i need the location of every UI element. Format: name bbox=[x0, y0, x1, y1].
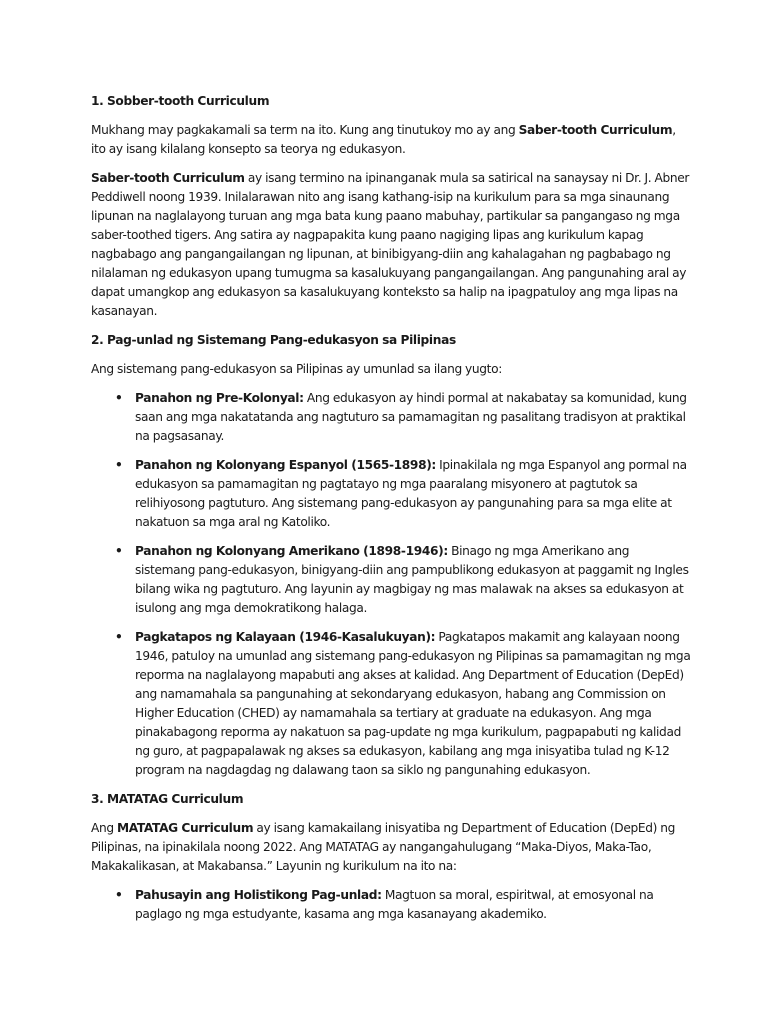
section-1-paragraph-2 bbox=[91, 169, 691, 321]
text-run: ay isang kamakailang inisyatiba ng Department of Education (DepEd) ng Pilipinas, na ipinakilala noong 2022. Ang MATATAG ay nangangahulugang “Maka-Diyos, Maka-Tao, Makakalikasan, at Makabansa.” Layunin ng kurikulum na ito na: bbox=[91, 821, 675, 873]
list-item-title: Panahon ng Pre-Kolonyal: bbox=[135, 391, 304, 405]
bold-term: Saber-tooth Curriculum bbox=[91, 171, 245, 185]
text-run: Ang bbox=[91, 821, 117, 835]
list-item bbox=[135, 628, 691, 780]
list-item-text: Magtuon sa moral, espiritwal, at emosyonal na paglago ng mga estudyante, kasama ang mga kasanayang akademiko. bbox=[135, 888, 654, 921]
list-item-text: Ipinakilala ng mga Espanyol ang pormal na edukasyon sa pamamagitan ng pagtatayo ng mga paaralang misyonero at pagtutok sa relihiyosong pagtuturo. Ang sistemang pang-edukasyon ay pangunahing para sa mga elite at nakatuon sa mga aral ng Katoliko. bbox=[135, 458, 687, 529]
list-item-title: Panahon ng Kolonyang Espanyol (1565-1898): bbox=[135, 458, 436, 472]
section-1-heading: 1. Sobber-tooth Curriculum bbox=[91, 94, 270, 108]
text-run: , ito ay isang kilalang konsepto sa teorya ng edukasyon. bbox=[91, 123, 676, 156]
list-item-text: Pagkatapos makamit ang kalayaan noong 1946, patuloy na umunlad ang sistemang pang-edukasyon ng Pilipinas sa pamamagitan ng mga reporma na naglalayong mapabuti ang akses at kalidad. Ang Department of Education (DepEd) ang namamahala sa pangunahing at sekondaryang edukasyon, habang ang Commission on Higher Education (CHED) ay namamahala sa tertiary at graduate na edukasyon. Ang mga pinakabagong reporma ay nakatuon sa pag-update ng mga kurikulum, pagpapabuti ng kalidad ng guro, at pagpapalawak ng akses sa edukasyon, kabilang ang mga inisyatiba tulad ng K-12 program na nagdagdag ng dalawang taon sa siklo ng pangunahing edukasyon. bbox=[135, 630, 691, 777]
section-2-intro: Ang sistemang pang-edukasyon sa Pilipinas ay umunlad sa ilang yugto: bbox=[91, 362, 502, 376]
bold-term: Saber-tooth Curriculum bbox=[518, 123, 673, 137]
section-3-heading: 3. MATATAG Curriculum bbox=[91, 792, 244, 806]
text-run: Mukhang may pagkakamali sa term na ito. Kung ang tinutukoy mo ay ang bbox=[91, 123, 519, 137]
list-item-title: Panahon ng Kolonyang Amerikano (1898-1946): bbox=[135, 544, 448, 558]
list-item-text: Ang edukasyon ay hindi pormal at nakabatay sa komunidad, kung saan ang mga nakatatanda ang nagtuturo sa pamamagitan ng pasalitang tradisyon at praktikal na pagsasanay. bbox=[135, 391, 687, 443]
section-1-paragraph-1 bbox=[91, 121, 691, 159]
section-3-list bbox=[91, 886, 691, 924]
list-item-text: Binago ng mga Amerikano ang sistemang pang-edukasyon, binigyang-diin ang pampublikong edukasyon at paggamit ng Ingles bilang wika ng pagtuturo. Ang layunin ay magbigay ng mas malawak na akses sa edukasyon at isulong ang mga demokratikong halaga. bbox=[135, 544, 689, 615]
section-2-heading: 2. Pag-unlad ng Sistemang Pang-edukasyon sa Pilipinas bbox=[91, 333, 456, 347]
section-2-list bbox=[91, 389, 691, 780]
list-item-title: Pahusayin ang Holistikong Pag-unlad: bbox=[135, 888, 382, 902]
list-item-title: Pagkatapos ng Kalayaan (1946-Kasalukuyan): bbox=[135, 630, 436, 644]
list-item bbox=[135, 456, 691, 532]
document-page bbox=[91, 92, 691, 934]
text-run: ay isang termino na ipinanganak mula sa satirical na sanaysay ni Dr. J. Abner Peddiwell noong 1939. Inilalarawan nito ang isang kathang-isip na kurikulum para sa mga sinaunang lipunan na naglalayong turuan ang mga bata kung paano mabuhay, partikular sa pangangaso ng mga saber-toothed tigers. Ang satira ay nagpapakita kung paano nagiging lipas ang kurikulum kapag nagbabago ang pangangailangan ng lipunan, at binibigyang-diin ang kahalagahan ng pagbabago ng nilalaman ng edukasyon upang tumugma sa kasalukuyang pangangailangan. Ang pangunahing aral ay dapat umangkop ang edukasyon sa kasalukuyang konteksto sa halip na ipagpatuloy ang mga lipas na kasanayan. bbox=[91, 171, 690, 318]
list-item bbox=[135, 542, 691, 618]
bold-term: MATATAG Curriculum bbox=[116, 821, 254, 835]
list-item bbox=[135, 389, 691, 446]
list-item bbox=[135, 886, 691, 924]
section-3-paragraph-1 bbox=[91, 819, 691, 876]
